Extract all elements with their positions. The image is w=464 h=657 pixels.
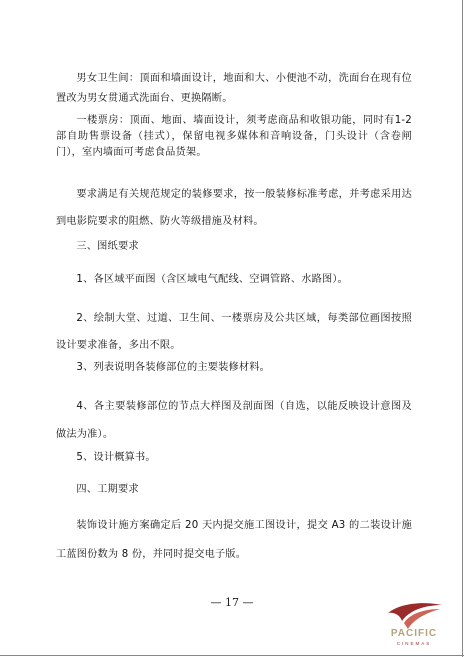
section-heading-schedule: 四、工期要求 — [76, 484, 139, 495]
paragraph-standards: 要求满足有关规范规定的装修要求，按一般装修标准考虑，并考虑采用达到电影院要求的阻燃、防火等级措施及材料。 — [56, 189, 412, 227]
page-edge-right — [462, 0, 463, 657]
paragraph-schedule: 装饰设计施方案确定后 20 天内提交施工图设计，提交 A3 的二装设计施工蓝图份数为 8 份，并同时提交电子版。 — [56, 520, 412, 560]
list-item-5: 5、设计概算书。 — [76, 452, 156, 463]
list-item-2: 2、绘制大堂、过道、卫生间、一楼票房及公共区域，每类部位画图按照设计要求准备，多出不限。 — [56, 313, 412, 351]
paragraph-ticket-office: 一楼票房：顶面、地面、墙面设计，须考虑商品和收银功能，同时有1-2部自助售票设备（挂式），保留电视多媒体和音响设备，门头设计（含卷闸门），室内墙面可考虑食品货架。 — [56, 115, 412, 158]
list-item-3: 3、列表说明各装修部位的主要装修材料。 — [76, 362, 271, 373]
list-item-4: 4、各主要装修部位的节点大样图及剖面图（自选，以能反映设计意图及做法为准）。 — [56, 401, 412, 440]
paragraph-restroom: 男女卫生间：顶面和墙面设计，地面和大、小便池不动，洗面台在现有位置改为男女贯通式洗面台、更换隔断。 — [56, 73, 412, 104]
section-heading-drawings: 三、图纸要求 — [76, 241, 139, 252]
list-item-1: 1、各区域平面图（含区域电气配线、空调管路、水路图）。 — [76, 274, 349, 285]
logo-subtext: CINEMAS — [396, 641, 432, 646]
logo-text: PACIFIC — [390, 628, 438, 639]
page-number: — 17 — — [210, 596, 254, 609]
page-edge-bottom — [0, 655, 464, 656]
